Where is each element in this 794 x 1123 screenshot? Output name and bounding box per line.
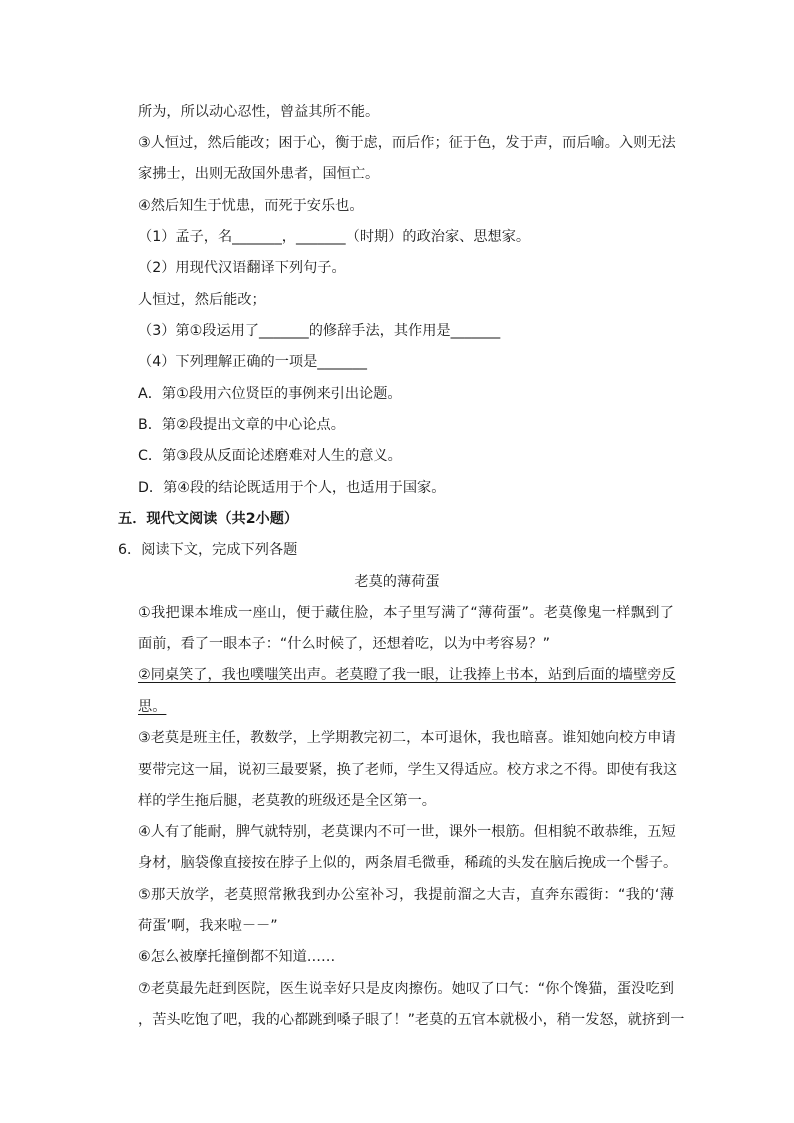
paragraph-line: 身材，脑袋像直接按在脖子上似的，两条眉毛微垂，稀疏的头发在脑后挽成一个髻子。: [138, 855, 678, 871]
paragraph-line: 面前，看了一眼本子：“什么时候了，还想着吃，以为中考容易？”: [138, 636, 550, 652]
paragraph-line: ⑤那天放学，老莫照常揪我到办公室补习，我提前溜之大吉，直奔东霞街：“我的‘薄: [138, 887, 674, 903]
question-4: （4）下列理解正确的一项是_______: [138, 354, 367, 370]
passage-title: 老莫的薄荷蛋: [354, 574, 440, 590]
paragraph-line: ⑥怎么被摩托撞倒都不知道……: [138, 949, 336, 965]
text-line: 人恒过，然后能改；: [138, 292, 266, 308]
text-line: ③人恒过，然后能改；困于心，衡于虑，而后作；征于色，发于声，而后喻。入则无法: [138, 135, 676, 151]
option-d: D．第④段的结论既适用于个人，也适用于国家。: [138, 480, 446, 496]
paragraph-line: 要带完这一届，说初三最要紧，换了老师，学生又得适应。校方求之不得。即使有我这: [138, 762, 678, 778]
text-line: 所为，所以动心忍性，曾益其所不能。: [138, 104, 380, 120]
question-1: （1）孟子，名_______，_______（时期）的政治家、思想家。: [138, 229, 531, 245]
paragraph-line: 样的学生拖后腿，老莫教的班级还是全区第一。: [138, 793, 436, 809]
paragraph-line: 荷蛋’啊，我来啦－－”: [138, 918, 278, 934]
underlined-line: ②同桌笑了，我也噗嗤笑出声。老莫瞪了我一眼，让我捧上书本，站到后面的墙壁旁反: [138, 667, 676, 683]
option-a: A．第①段用六位贤臣的事例来引出论题。: [138, 386, 402, 402]
section-heading: 五．现代文阅读（共2小题）: [118, 511, 299, 527]
option-c: C．第③段从反面论述磨难对人生的意义。: [138, 448, 402, 464]
question-2: （2）用现代汉语翻译下列句子。: [138, 260, 346, 276]
text-line: ④然后知生于忧患，而死于安乐也。: [138, 198, 364, 214]
question-3: （3）第①段运用了_______的修辞手法，其作用是_______: [138, 323, 501, 339]
underlined-line: 思。: [138, 699, 167, 715]
paragraph-line: ⑦老莫最先赶到医院，医生说幸好只是皮肉擦伤。她叹了口气：“你个馋猫，蛋没吃到: [138, 981, 674, 997]
option-b: B．第②段提出文章的中心论点。: [138, 417, 345, 433]
paragraph-line: ，苦头吃饱了吧，我的心都跳到嗓子眼了！”老莫的五官本就极小，稍一发怒，就挤到一: [138, 1012, 685, 1028]
paragraph-line: ①我把课本堆成一座山，便于藏住脸，本子里写满了“薄荷蛋”。老莫像鬼一样飘到了: [138, 605, 674, 621]
paragraph-line: ③老莫是班主任，教数学，上学期教完初二，本可退休，我也暗喜。谁知她向校方申请: [138, 730, 676, 746]
text-line: 家拂士，出则无敌国外患者，国恒亡。: [138, 166, 380, 182]
question-6: 6．阅读下文，完成下列各题: [118, 542, 298, 558]
paragraph-line: ④人有了能耐，脾气就特别，老莫课内不可一世，课外一根筋。但相貌不敢恭维，五短: [138, 824, 676, 840]
